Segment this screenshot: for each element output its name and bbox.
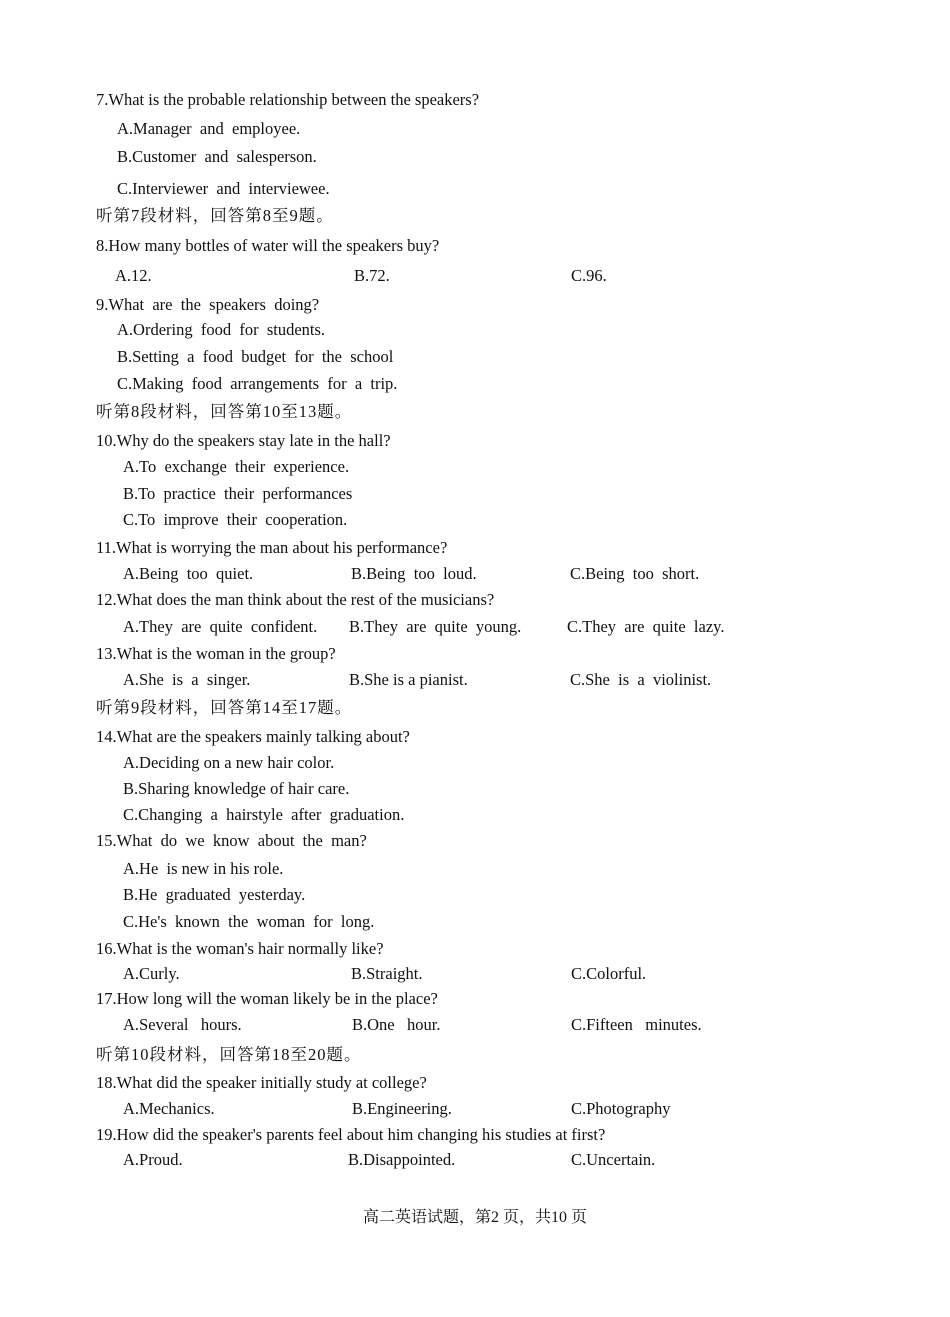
question-8-option-b: B.72. [354, 266, 390, 285]
question-12-option-a: A.They are quite confident. [123, 617, 318, 636]
question-8-stem: 8.How many bottles of water will the speakers buy? [96, 236, 440, 255]
question-18-option-a: A.Mechanics. [123, 1099, 215, 1118]
question-15-option-a: A.He is new in his role. [123, 859, 284, 878]
question-10-option-c: C.To improve their cooperation. [123, 510, 348, 529]
question-13-option-b: B.She is a pianist. [349, 670, 468, 689]
question-11-option-c: C.Being too short. [570, 564, 700, 583]
question-10-stem: 10.Why do the speakers stay late in the hall? [96, 431, 391, 450]
question-12-stem: 12.What does the man think about the rest of the musicians? [96, 590, 495, 609]
question-17-option-b: B.One hour. [352, 1015, 441, 1034]
question-19-option-a: A.Proud. [123, 1150, 183, 1169]
question-9-stem: 9.What are the speakers doing? [96, 295, 320, 314]
question-7-stem: 7.What is the probable relationship between the speakers? [96, 90, 480, 109]
question-12-option-b: B.They are quite young. [349, 617, 522, 636]
section-heading-7: 听第7段材料，回答第8至9题。 [96, 206, 334, 225]
question-7-option-b: B.Customer and salesperson. [117, 147, 317, 166]
question-11-stem: 11.What is worrying the man about his performance? [96, 538, 448, 557]
question-18-stem: 18.What did the speaker initially study at college? [96, 1073, 427, 1092]
page-footer: 高二英语试题，第2 页，共10 页 [362, 1209, 587, 1226]
question-16-option-b: B.Straight. [351, 964, 423, 983]
section-heading-8: 听第8段材料，回答第10至13题。 [96, 402, 353, 421]
question-7-option-c: C.Interviewer and interviewee. [117, 179, 330, 198]
question-11-option-b: B.Being too loud. [351, 564, 477, 583]
question-14-option-b: B.Sharing knowledge of hair care. [123, 779, 350, 798]
question-11-option-a: A.Being too quiet. [123, 564, 254, 583]
question-19-stem: 19.How did the speaker's parents feel about him changing his studies at first? [96, 1125, 606, 1144]
section-heading-10: 听第10段材料，回答第18至20题。 [96, 1045, 362, 1064]
question-16-option-c: C.Colorful. [571, 964, 647, 983]
question-14-option-a: A.Deciding on a new hair color. [123, 753, 335, 772]
question-9-option-c: C.Making food arrangements for a trip. [117, 374, 398, 393]
question-14-stem: 14.What are the speakers mainly talking about? [96, 727, 410, 746]
question-17-option-c: C.Fifteen minutes. [571, 1015, 702, 1034]
question-15-option-b: B.He graduated yesterday. [123, 885, 306, 904]
question-10-option-a: A.To exchange their experience. [123, 457, 350, 476]
question-10-option-b: B.To practice their performances [123, 484, 353, 503]
question-13-option-a: A.She is a singer. [123, 670, 251, 689]
question-18-option-b: B.Engineering. [352, 1099, 452, 1118]
question-8-option-c: C.96. [571, 266, 607, 285]
question-15-option-c: C.He's known the woman for long. [123, 912, 375, 931]
question-7-option-a: A.Manager and employee. [117, 119, 301, 138]
question-15-stem: 15.What do we know about the man? [96, 831, 367, 850]
question-13-option-c: C.She is a violinist. [570, 670, 712, 689]
question-19-option-c: C.Uncertain. [571, 1150, 656, 1169]
question-16-stem: 16.What is the woman's hair normally like? [96, 939, 384, 958]
question-14-option-c: C.Changing a hairstyle after graduation. [123, 805, 405, 824]
question-18-option-c: C.Photography [571, 1099, 671, 1118]
question-9-option-a: A.Ordering food for students. [117, 320, 326, 339]
question-12-option-c: C.They are quite lazy. [567, 617, 725, 636]
question-17-stem: 17.How long will the woman likely be in the place? [96, 989, 438, 1008]
question-9-option-b: B.Setting a food budget for the school [117, 347, 394, 366]
section-heading-9: 听第9段材料，回答第14至17题。 [96, 698, 353, 717]
question-19-option-b: B.Disappointed. [348, 1150, 456, 1169]
question-17-option-a: A.Several hours. [123, 1015, 242, 1034]
question-13-stem: 13.What is the woman in the group? [96, 644, 336, 663]
question-8-option-a: A.12. [115, 266, 152, 285]
question-16-option-a: A.Curly. [123, 964, 180, 983]
